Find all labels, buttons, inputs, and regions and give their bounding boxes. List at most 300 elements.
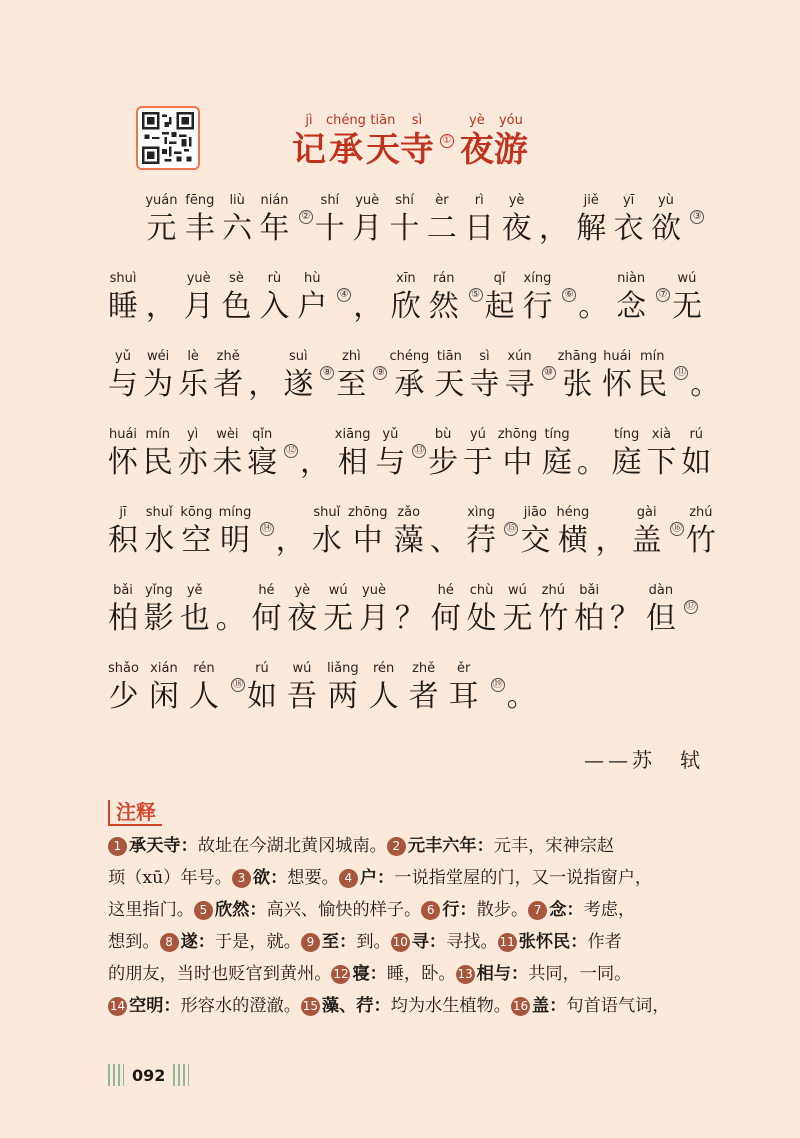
- pinyin: yǔ: [382, 427, 399, 442]
- text-char: [574, 582, 604, 638]
- notes-heading: 注释: [108, 800, 162, 826]
- pinyin: liǎng: [326, 661, 359, 676]
- hanzi: 人: [368, 679, 399, 714]
- hanzi: 年: [259, 211, 290, 246]
- pinyin: yuè: [355, 193, 380, 208]
- hanzi: 与: [375, 445, 406, 480]
- note-term: 户：: [359, 868, 395, 888]
- text-char: [429, 270, 459, 326]
- pinyin: jì: [305, 113, 313, 128]
- title-char: [400, 112, 434, 170]
- hanzi: 欣: [390, 289, 421, 324]
- hanzi: 解: [576, 211, 607, 246]
- hanzi: 水: [144, 523, 175, 558]
- pinyin: qǐn: [252, 427, 273, 442]
- note-term: 空明：: [129, 996, 181, 1016]
- pinyin: ěr: [456, 661, 471, 676]
- text-char: [348, 504, 388, 560]
- note-number-badge: 16: [511, 997, 530, 1016]
- note-line: [108, 862, 708, 894]
- punctuation: ，: [248, 367, 279, 402]
- text-char: [522, 270, 552, 326]
- text-char: [538, 582, 568, 638]
- pinyin: rù: [267, 271, 282, 286]
- hanzi: 寝: [247, 445, 278, 480]
- text-char: [449, 660, 479, 716]
- note-number-badge: 10: [391, 933, 410, 952]
- hanzi: 者: [408, 679, 439, 714]
- text-char: [394, 504, 424, 560]
- note-number-badge: 8: [160, 933, 179, 952]
- text-char: [431, 582, 461, 638]
- pinyin: zhě: [216, 349, 240, 364]
- note-marker: ③: [690, 210, 704, 224]
- footer-ornament-left: [108, 1064, 124, 1086]
- pinyin: wú: [677, 271, 697, 286]
- text-char: [646, 426, 676, 482]
- note-term: 张怀民：: [518, 932, 588, 952]
- text-char: [108, 192, 138, 248]
- note-number-badge: 9: [301, 933, 320, 952]
- pinyin: sè: [229, 271, 244, 286]
- note-marker: ⑪: [676, 367, 687, 378]
- pinyin: jiāo: [523, 505, 547, 520]
- pinyin: tíng: [614, 427, 640, 442]
- pinyin: yì: [186, 427, 199, 442]
- text-char: [428, 426, 458, 482]
- text-char: [681, 426, 711, 482]
- text-char: [602, 348, 632, 404]
- text-char: [672, 270, 702, 326]
- text-char: [464, 192, 494, 248]
- text-char: [502, 192, 532, 248]
- pinyin: zǎo: [397, 505, 421, 520]
- pinyin: shuǐ: [313, 505, 341, 520]
- note-marker: ②: [299, 210, 313, 224]
- text-char: [178, 348, 208, 404]
- hanzi: 十: [314, 211, 345, 246]
- hanzi: 为: [143, 367, 174, 402]
- notes-section: [108, 830, 708, 1022]
- punctuation: ，: [595, 523, 626, 558]
- hanzi: 怀: [108, 445, 138, 480]
- hanzi: 竹: [685, 523, 716, 558]
- text-char: [612, 426, 642, 482]
- pinyin: rán: [432, 271, 455, 286]
- title-char: [460, 112, 494, 170]
- text-char: [409, 660, 439, 716]
- pinyin: xián: [150, 661, 178, 676]
- pinyin: shuì: [109, 271, 137, 286]
- hanzi: 影: [143, 601, 174, 636]
- text-char: [247, 660, 277, 716]
- text-char: [108, 504, 138, 560]
- hanzi: 记: [292, 130, 326, 170]
- hanzi: 夜: [459, 130, 494, 170]
- hanzi: 无: [671, 289, 702, 324]
- hanzi: 少: [108, 679, 139, 714]
- note-text: 形容水的澄澈。: [180, 996, 301, 1016]
- pinyin: jiě: [583, 193, 599, 208]
- hanzi: 中: [352, 523, 383, 558]
- pinyin: yè: [508, 193, 525, 208]
- hanzi: 户: [297, 289, 328, 324]
- note-text: 睡，卧。: [386, 964, 456, 984]
- hanzi: 空: [181, 523, 212, 558]
- hanzi: 游: [493, 130, 528, 170]
- pinyin: héng: [556, 505, 590, 520]
- note-text: 共同，一同。: [528, 964, 632, 984]
- hanzi: 天: [434, 367, 465, 402]
- hanzi: 横: [557, 523, 588, 558]
- hanzi: 何: [251, 601, 282, 636]
- hanzi: 无: [323, 601, 354, 636]
- hanzi: 张: [562, 367, 593, 402]
- hanzi: 睡: [108, 289, 138, 324]
- note-marker: ①: [440, 134, 454, 148]
- text-line: [108, 348, 725, 404]
- punctuation: 。: [215, 601, 246, 636]
- hanzi: 下: [646, 445, 677, 480]
- pinyin: nián: [260, 193, 289, 208]
- note-term: 至：: [321, 932, 357, 952]
- text-char: [185, 192, 215, 248]
- text-char: [502, 582, 532, 638]
- note-number-badge: 4: [339, 869, 358, 888]
- text-char: [469, 348, 499, 404]
- pinyin: gài: [636, 505, 657, 520]
- note-marker: ⑱: [232, 679, 243, 690]
- hanzi: 欲: [650, 211, 681, 246]
- hanzi: 寻: [504, 367, 535, 402]
- hanzi: 何: [430, 601, 461, 636]
- pinyin: yuán: [145, 193, 178, 208]
- page-title: [292, 112, 528, 170]
- note-number-badge: 12: [331, 965, 350, 984]
- text-char: [180, 582, 210, 638]
- hanzi: 月: [352, 211, 383, 246]
- text-char: [646, 582, 676, 638]
- punctuation: ，: [145, 289, 176, 324]
- punctuation: ，: [299, 445, 330, 480]
- pinyin: yuè: [362, 583, 386, 598]
- note-line: [108, 926, 708, 958]
- punctuation: 。: [506, 679, 537, 714]
- text-char: [213, 348, 243, 404]
- text-char: [287, 660, 317, 716]
- hanzi: 人: [188, 679, 219, 714]
- hanzi: 亦: [177, 445, 208, 480]
- punctuation: 。: [578, 289, 609, 324]
- pinyin: rén: [372, 661, 395, 676]
- hanzi: 吾: [286, 679, 317, 714]
- text-char: [222, 192, 252, 248]
- note-marker: ⑫: [285, 445, 296, 456]
- pinyin: xīn: [396, 271, 416, 286]
- text-char: [616, 270, 646, 326]
- title-char: [292, 112, 326, 170]
- text-char: [143, 348, 173, 404]
- note-marker: ⑧: [320, 366, 334, 380]
- pinyin: yǐng: [144, 583, 173, 598]
- hanzi: 竹: [538, 601, 569, 636]
- note-text: 的朋友，当时也贬官到黄州。: [108, 964, 332, 984]
- note-text: 均为水生植物。: [390, 996, 511, 1016]
- hanzi: 也: [179, 601, 210, 636]
- hanzi: 日: [464, 211, 495, 246]
- note-marker: ⑰: [685, 601, 696, 612]
- text-char: [686, 504, 716, 560]
- note-term: 藻、荇：: [321, 996, 391, 1016]
- pinyin: suì: [289, 349, 308, 364]
- note-term: 盖：: [532, 996, 567, 1016]
- note-text: 考虑，: [583, 900, 636, 920]
- text-char: [359, 582, 389, 638]
- pinyin: tiān: [436, 349, 462, 364]
- pinyin: hé: [258, 583, 275, 598]
- text-char: [108, 582, 138, 638]
- qr-code-icon[interactable]: [136, 106, 200, 170]
- pinyin: wèi: [216, 427, 239, 442]
- note-marker: ⑬: [414, 445, 425, 456]
- note-number-badge: 7: [528, 901, 547, 920]
- hanzi: 盖: [631, 523, 662, 558]
- hanzi: 行: [522, 289, 553, 324]
- pinyin: qǐ: [493, 271, 506, 286]
- note-text: 想要。: [287, 868, 339, 888]
- hanzi: 起: [484, 289, 515, 324]
- note-term: 寝：: [352, 964, 387, 984]
- title-char: [326, 112, 366, 170]
- pinyin: fēng: [185, 193, 215, 208]
- pinyin: yě: [186, 583, 203, 598]
- text-char: [323, 582, 353, 638]
- hanzi: 相: [337, 445, 368, 480]
- pinyin: yú: [469, 427, 486, 442]
- note-number-badge: 6: [421, 901, 440, 920]
- text-char: [222, 270, 252, 326]
- note-line: [108, 958, 708, 990]
- pinyin: shí: [395, 193, 414, 208]
- note-text: 这里指门。: [108, 900, 194, 920]
- hanzi: 六: [222, 211, 253, 246]
- note-number-badge: 15: [301, 997, 320, 1016]
- note-text: 于是，就。: [214, 932, 301, 952]
- pinyin: zhōng: [347, 505, 388, 520]
- note-term: 行：: [442, 900, 477, 920]
- text-char: [143, 426, 173, 482]
- pinyin: mín: [145, 427, 171, 442]
- pinyin: zhì: [342, 349, 361, 364]
- hanzi: 但: [645, 601, 676, 636]
- pinyin: huái: [603, 349, 632, 364]
- hanzi: 庭: [611, 445, 642, 480]
- hanzi: 夜: [501, 211, 532, 246]
- text-char: [352, 192, 382, 248]
- text-char: [463, 426, 493, 482]
- note-marker: ⑭: [261, 523, 272, 534]
- hanzi: 遂: [283, 367, 314, 402]
- hanzi: 怀: [602, 367, 633, 402]
- text-char: [327, 660, 359, 716]
- pinyin: lè: [187, 349, 199, 364]
- pinyin: tíng: [544, 427, 570, 442]
- note-marker: ⑲: [492, 679, 503, 690]
- note-term: 寻：: [411, 932, 447, 952]
- note-text: 想到。: [108, 932, 160, 952]
- text-char: [219, 504, 252, 560]
- text-line: [108, 660, 547, 716]
- note-text: 句首语气词，: [566, 996, 670, 1016]
- note-marker: ⑨: [373, 366, 387, 380]
- hanzi: 于: [462, 445, 493, 480]
- pinyin: xíng: [523, 271, 552, 286]
- hanzi: 民: [637, 367, 668, 402]
- pinyin: mín: [639, 349, 665, 364]
- note-number-badge: 14: [108, 997, 127, 1016]
- pinyin: yè: [294, 583, 311, 598]
- page-number: 092: [132, 1065, 166, 1085]
- pinyin: chéng: [389, 349, 430, 364]
- pinyin: wú: [292, 661, 312, 676]
- pinyin: xià: [651, 427, 672, 442]
- author: ——苏 轼: [584, 748, 704, 772]
- text-char: [557, 504, 590, 560]
- text-char: [180, 504, 212, 560]
- text-char: [184, 270, 214, 326]
- pinyin: zhú: [689, 505, 713, 520]
- hanzi: 月: [183, 289, 214, 324]
- note-term: 承天寺：: [129, 836, 198, 856]
- punctuation: 。: [690, 367, 721, 402]
- pinyin: zhě: [412, 661, 436, 676]
- pinyin: míng: [218, 505, 252, 520]
- hanzi: 民: [142, 445, 173, 480]
- note-text: 故址在今湖北黄冈城南。: [197, 836, 387, 856]
- hanzi: 荇: [466, 523, 497, 558]
- note-text: 高兴、愉快的样子。: [266, 900, 422, 920]
- text-char: [108, 348, 138, 404]
- pinyin: rú: [255, 661, 269, 676]
- text-line: [108, 270, 710, 326]
- pinyin: xiāng: [334, 427, 371, 442]
- text-char: [389, 348, 429, 404]
- hanzi: 中: [502, 445, 533, 480]
- punctuation: ，: [275, 523, 306, 558]
- hanzi: 交: [520, 523, 551, 558]
- hanzi: 至: [336, 367, 367, 402]
- hanzi: 十: [389, 211, 420, 246]
- page-footer: [108, 1064, 189, 1086]
- text-char: [369, 660, 399, 716]
- note-number-badge: 13: [456, 965, 475, 984]
- pinyin: zhāng: [557, 349, 598, 364]
- hanzi: 藻: [393, 523, 424, 558]
- pinyin: wú: [508, 583, 527, 598]
- pinyin: yóu: [498, 113, 523, 128]
- hanzi: 如: [246, 679, 277, 714]
- text-char: [312, 504, 342, 560]
- pinyin: shuǐ: [145, 505, 173, 520]
- text-char: [542, 426, 572, 482]
- note-term: 念：: [549, 900, 584, 920]
- pinyin: hé: [437, 583, 454, 598]
- text-char: [108, 426, 138, 482]
- punctuation: 、: [429, 523, 460, 558]
- pinyin: huái: [108, 427, 138, 442]
- hanzi: 与: [108, 367, 138, 402]
- note-line: [108, 894, 708, 926]
- pinyin: rú: [689, 427, 704, 442]
- hanzi: 柏: [574, 601, 605, 636]
- hanzi: 如: [681, 445, 712, 480]
- text-char: [558, 348, 598, 404]
- note-term: 欲：: [252, 868, 288, 888]
- pinyin: zhú: [541, 583, 565, 598]
- text-line: [108, 504, 722, 560]
- hanzi: 乐: [178, 367, 209, 402]
- pinyin: chù: [469, 583, 494, 598]
- pinyin: wú: [328, 583, 348, 598]
- text-line: [108, 192, 706, 248]
- punctuation: ？: [394, 601, 425, 636]
- text-char: [576, 192, 606, 248]
- pinyin: rì: [474, 193, 484, 208]
- pinyin: yè: [469, 113, 485, 128]
- pinyin: bǎi: [579, 583, 600, 598]
- pinyin: wéi: [146, 349, 170, 364]
- text-char: [335, 426, 371, 482]
- note-number-badge: 11: [498, 933, 517, 952]
- hanzi: 水: [311, 523, 342, 558]
- text-char: [427, 192, 457, 248]
- note-term: 遂：: [180, 932, 215, 952]
- note-term: 相与：: [476, 964, 529, 984]
- note-marker: ⑩: [542, 366, 556, 380]
- hanzi: 夜: [287, 601, 318, 636]
- pinyin: yǔ: [115, 349, 131, 364]
- text-char: [145, 192, 177, 248]
- note-marker: ⑤: [469, 288, 483, 302]
- pinyin: sì: [411, 113, 423, 128]
- hanzi: 念: [616, 289, 647, 324]
- text-char: [189, 660, 219, 716]
- pinyin: dàn: [648, 583, 674, 598]
- text-char: [260, 192, 290, 248]
- text-char: [505, 348, 535, 404]
- hanzi: 二: [426, 211, 457, 246]
- note-term: 元丰六年：: [407, 836, 494, 856]
- hanzi: 步: [428, 445, 459, 480]
- hanzi: 闲: [148, 679, 179, 714]
- text-char: [212, 426, 242, 482]
- pinyin: niàn: [617, 271, 646, 286]
- hanzi: 明: [219, 523, 250, 558]
- note-line: [108, 990, 708, 1022]
- text-char: [287, 582, 317, 638]
- pinyin: bǎi: [113, 583, 133, 598]
- text-char: [315, 192, 345, 248]
- note-term: 欣然：: [214, 900, 267, 920]
- note-text: 顼（xū）年号。: [108, 868, 232, 888]
- note-text: 作者: [587, 932, 622, 952]
- hanzi: 丰: [184, 211, 215, 246]
- note-marker: ⑮: [506, 523, 517, 534]
- hanzi: 寺: [469, 367, 500, 402]
- note-text: 元丰，宋神宗赵: [493, 836, 615, 856]
- hanzi: [108, 210, 138, 248]
- text-char: [297, 270, 327, 326]
